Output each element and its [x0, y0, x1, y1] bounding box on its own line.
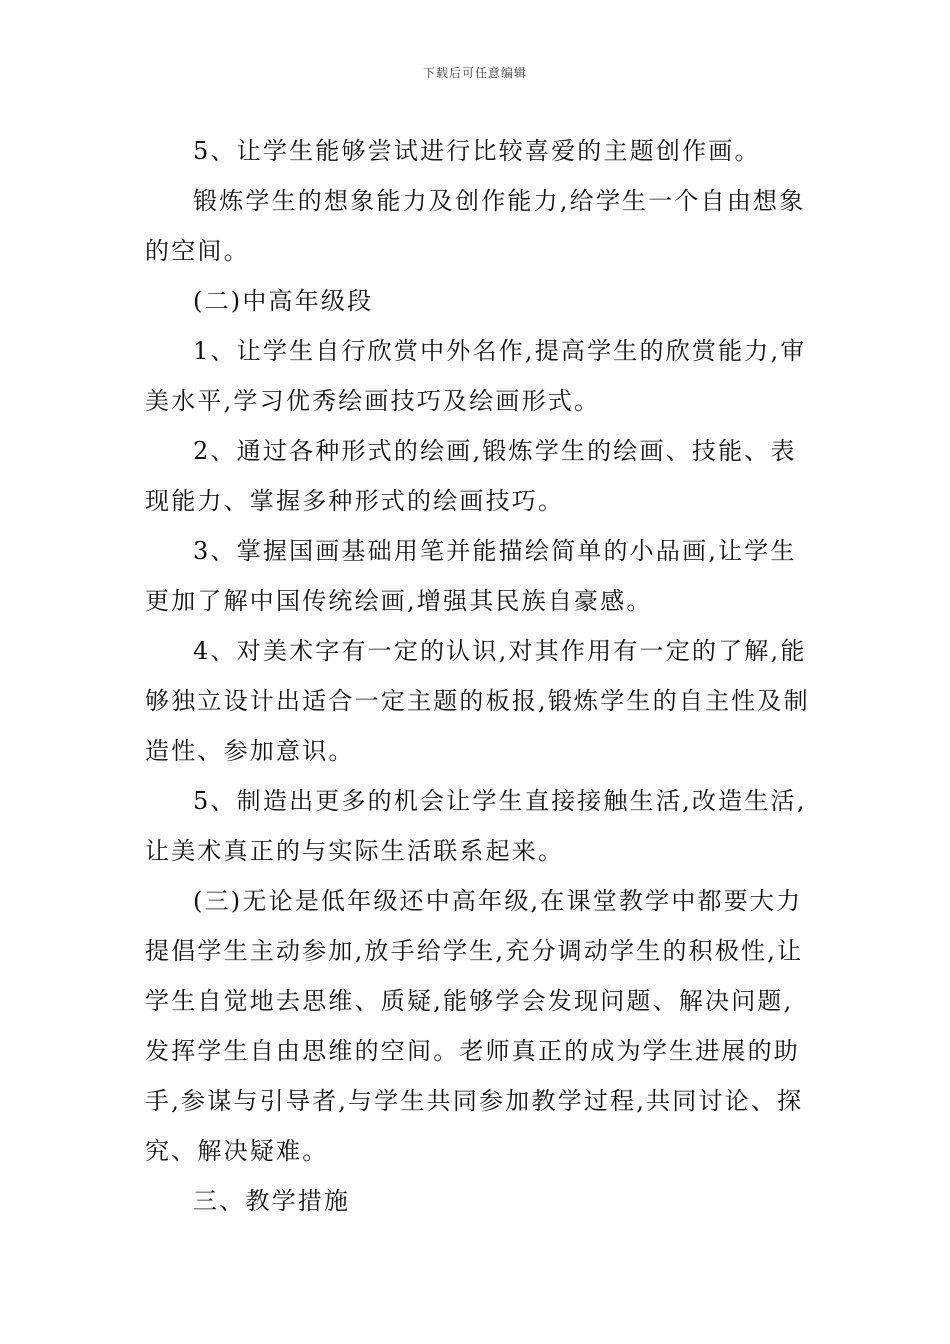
paragraph-item-2	[145, 426, 809, 526]
text-line: 的空间。	[145, 237, 250, 265]
text-line: (三)无论是低年级还中高年级,在课堂教学中都要大力	[193, 887, 803, 915]
text-line: (二)中高年级段	[193, 287, 374, 315]
text-line: 提倡学生主动参加,放手给学生,充分调动学生的积极性,让	[145, 937, 804, 965]
text-line: 现能力、掌握多种形式的绘画技巧。	[145, 487, 565, 515]
paragraph-item-1	[145, 326, 809, 426]
document-body	[145, 126, 809, 1226]
paragraph-item-4	[145, 626, 809, 776]
text-line: 更加了解中国传统绘画,增强其民族自豪感。	[145, 587, 653, 615]
paragraph-section-three	[145, 876, 809, 1176]
paragraph-item-5-theme	[145, 126, 809, 176]
text-line: 造性、参加意识。	[145, 737, 355, 765]
text-line: 究、解决疑难。	[145, 1137, 329, 1165]
text-line: 手,参谋与引导者,与学生共同参加教学过程,共同讨论、探	[145, 1087, 804, 1115]
paragraph-imagination	[145, 176, 809, 276]
text-line: 5、制造出更多的机会让学生直接接触生活,改造生活,	[193, 787, 807, 815]
text-line: 让美术真正的与实际生活联系起来。	[145, 837, 565, 865]
text-line: 够独立设计出适合一定主题的板报,锻炼学生的自主性及制	[145, 687, 810, 715]
text-line: 2、通过各种形式的绘画,锻炼学生的绘画、技能、表	[193, 437, 797, 465]
text-line: 锻炼学生的想象能力及创作能力,给学生一个自由想象	[193, 187, 806, 215]
section-heading-mid-high-grade	[145, 276, 809, 326]
page-header-note: 下载后可任意编辑	[422, 66, 527, 80]
text-line: 1、让学生自行欣赏中外名作,提高学生的欣赏能力,审	[193, 337, 807, 365]
section-heading-teaching-measures	[145, 1176, 809, 1226]
text-line: 3、掌握国画基础用笔并能描绘简单的小品画,让学生	[193, 537, 797, 565]
text-line: 发挥学生自由思维的空间。老师真正的成为学生进展的助	[145, 1037, 800, 1065]
text-line: 5、让学生能够尝试进行比较喜爱的主题创作画。	[193, 137, 761, 165]
text-line: 美水平,学习优秀绘画技巧及绘画形式。	[145, 387, 601, 415]
paragraph-item-3	[145, 526, 809, 626]
text-line: 4、对美术字有一定的认识,对其作用有一定的了解,能	[193, 637, 807, 665]
text-line: 三、教学措施	[193, 1187, 351, 1215]
paragraph-item-5-life	[145, 776, 809, 876]
text-line: 学生自觉地去思维、质疑,能够学会发现问题、解决问题,	[145, 987, 794, 1015]
